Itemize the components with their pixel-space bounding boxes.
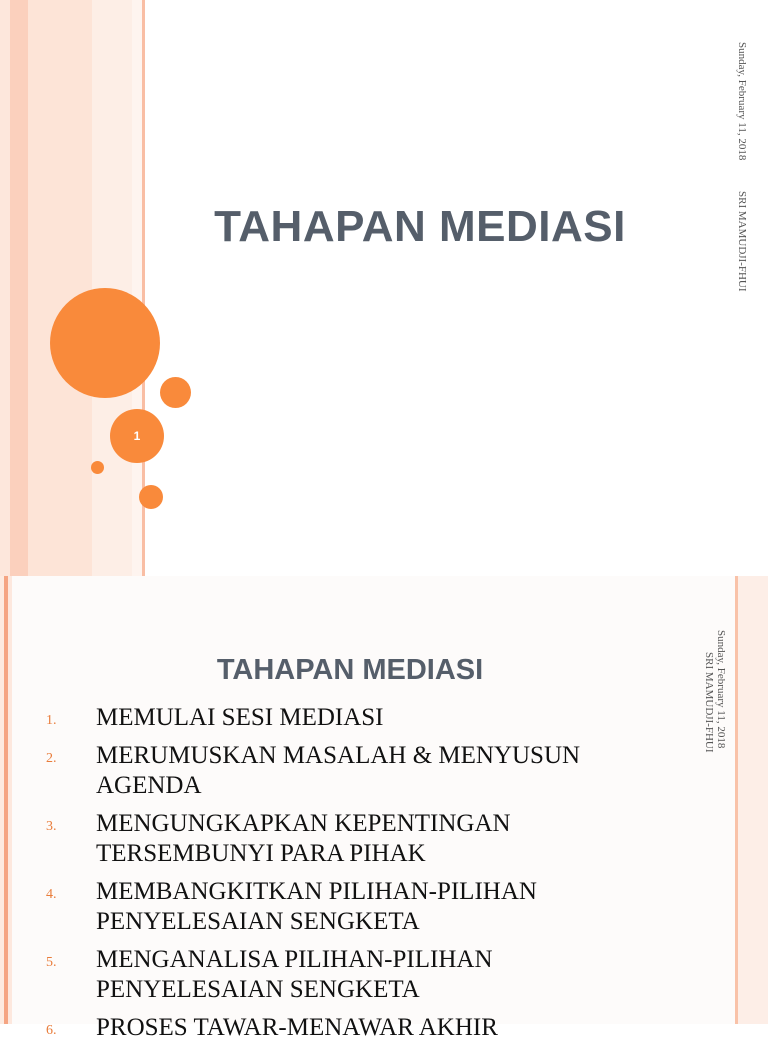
step-number: 6.: [46, 1023, 57, 1038]
decorative-band: [10, 0, 28, 576]
list-item: [40, 877, 680, 937]
step-number: 3.: [46, 819, 57, 834]
step-text: MENGANALISA PILIHAN-PILIHAN PENYELESAIAN SENGKETA: [96, 946, 493, 1003]
vertical-footer: [703, 630, 727, 753]
step-text: MEMULAI SESI MEDIASI: [96, 704, 384, 731]
decorative-band: [738, 576, 768, 1024]
decorative-band: [28, 0, 92, 576]
step-text: MEMBANGKITKAN PILIHAN-PILIHAN PENYELESAIAN SENGKETA: [96, 878, 537, 935]
step-number: 4.: [46, 887, 57, 902]
decorative-circle: [160, 377, 191, 408]
decorative-circle: [139, 485, 163, 509]
slide-title: TAHAPAN MEDIASI: [214, 202, 626, 251]
footer-author: SRI MAMUDJI-FHUI: [703, 652, 715, 753]
footer-date: Sunday, February 11, 2018: [736, 42, 748, 161]
list-item: [40, 809, 680, 869]
decorative-band: [8, 576, 12, 1024]
steps-list: [40, 703, 680, 1051]
slide-title: TAHAPAN MEDIASI: [216, 654, 484, 686]
step-text: MENGUNGKAPKAN KEPENTINGAN TERSEMBUNYI PARA PIHAK: [96, 810, 511, 867]
footer-author: SRI MAMUDJI-FHUI: [736, 191, 748, 292]
list-item: [40, 1013, 680, 1043]
list-item: [40, 703, 680, 733]
footer-date: Sunday, February 11, 2018: [715, 630, 727, 749]
step-number: 1.: [46, 713, 57, 728]
decorative-band: [0, 0, 10, 576]
step-text: MERUMUSKAN MASALAH & MENYUSUN AGENDA: [96, 742, 581, 799]
list-item: [40, 945, 680, 1005]
decorative-circle-small: [91, 461, 104, 474]
step-number: 5.: [46, 955, 57, 970]
step-text: PROSES TAWAR-MENAWAR AKHIR: [96, 1014, 498, 1041]
slide-number-badge: [110, 409, 164, 463]
decorative-circle-large: [50, 288, 160, 398]
steps-slide: [0, 576, 768, 1041]
slide-number: 1: [133, 429, 141, 443]
vertical-footer: [736, 42, 748, 292]
list-item: [40, 741, 680, 801]
step-number: 2.: [46, 751, 57, 766]
